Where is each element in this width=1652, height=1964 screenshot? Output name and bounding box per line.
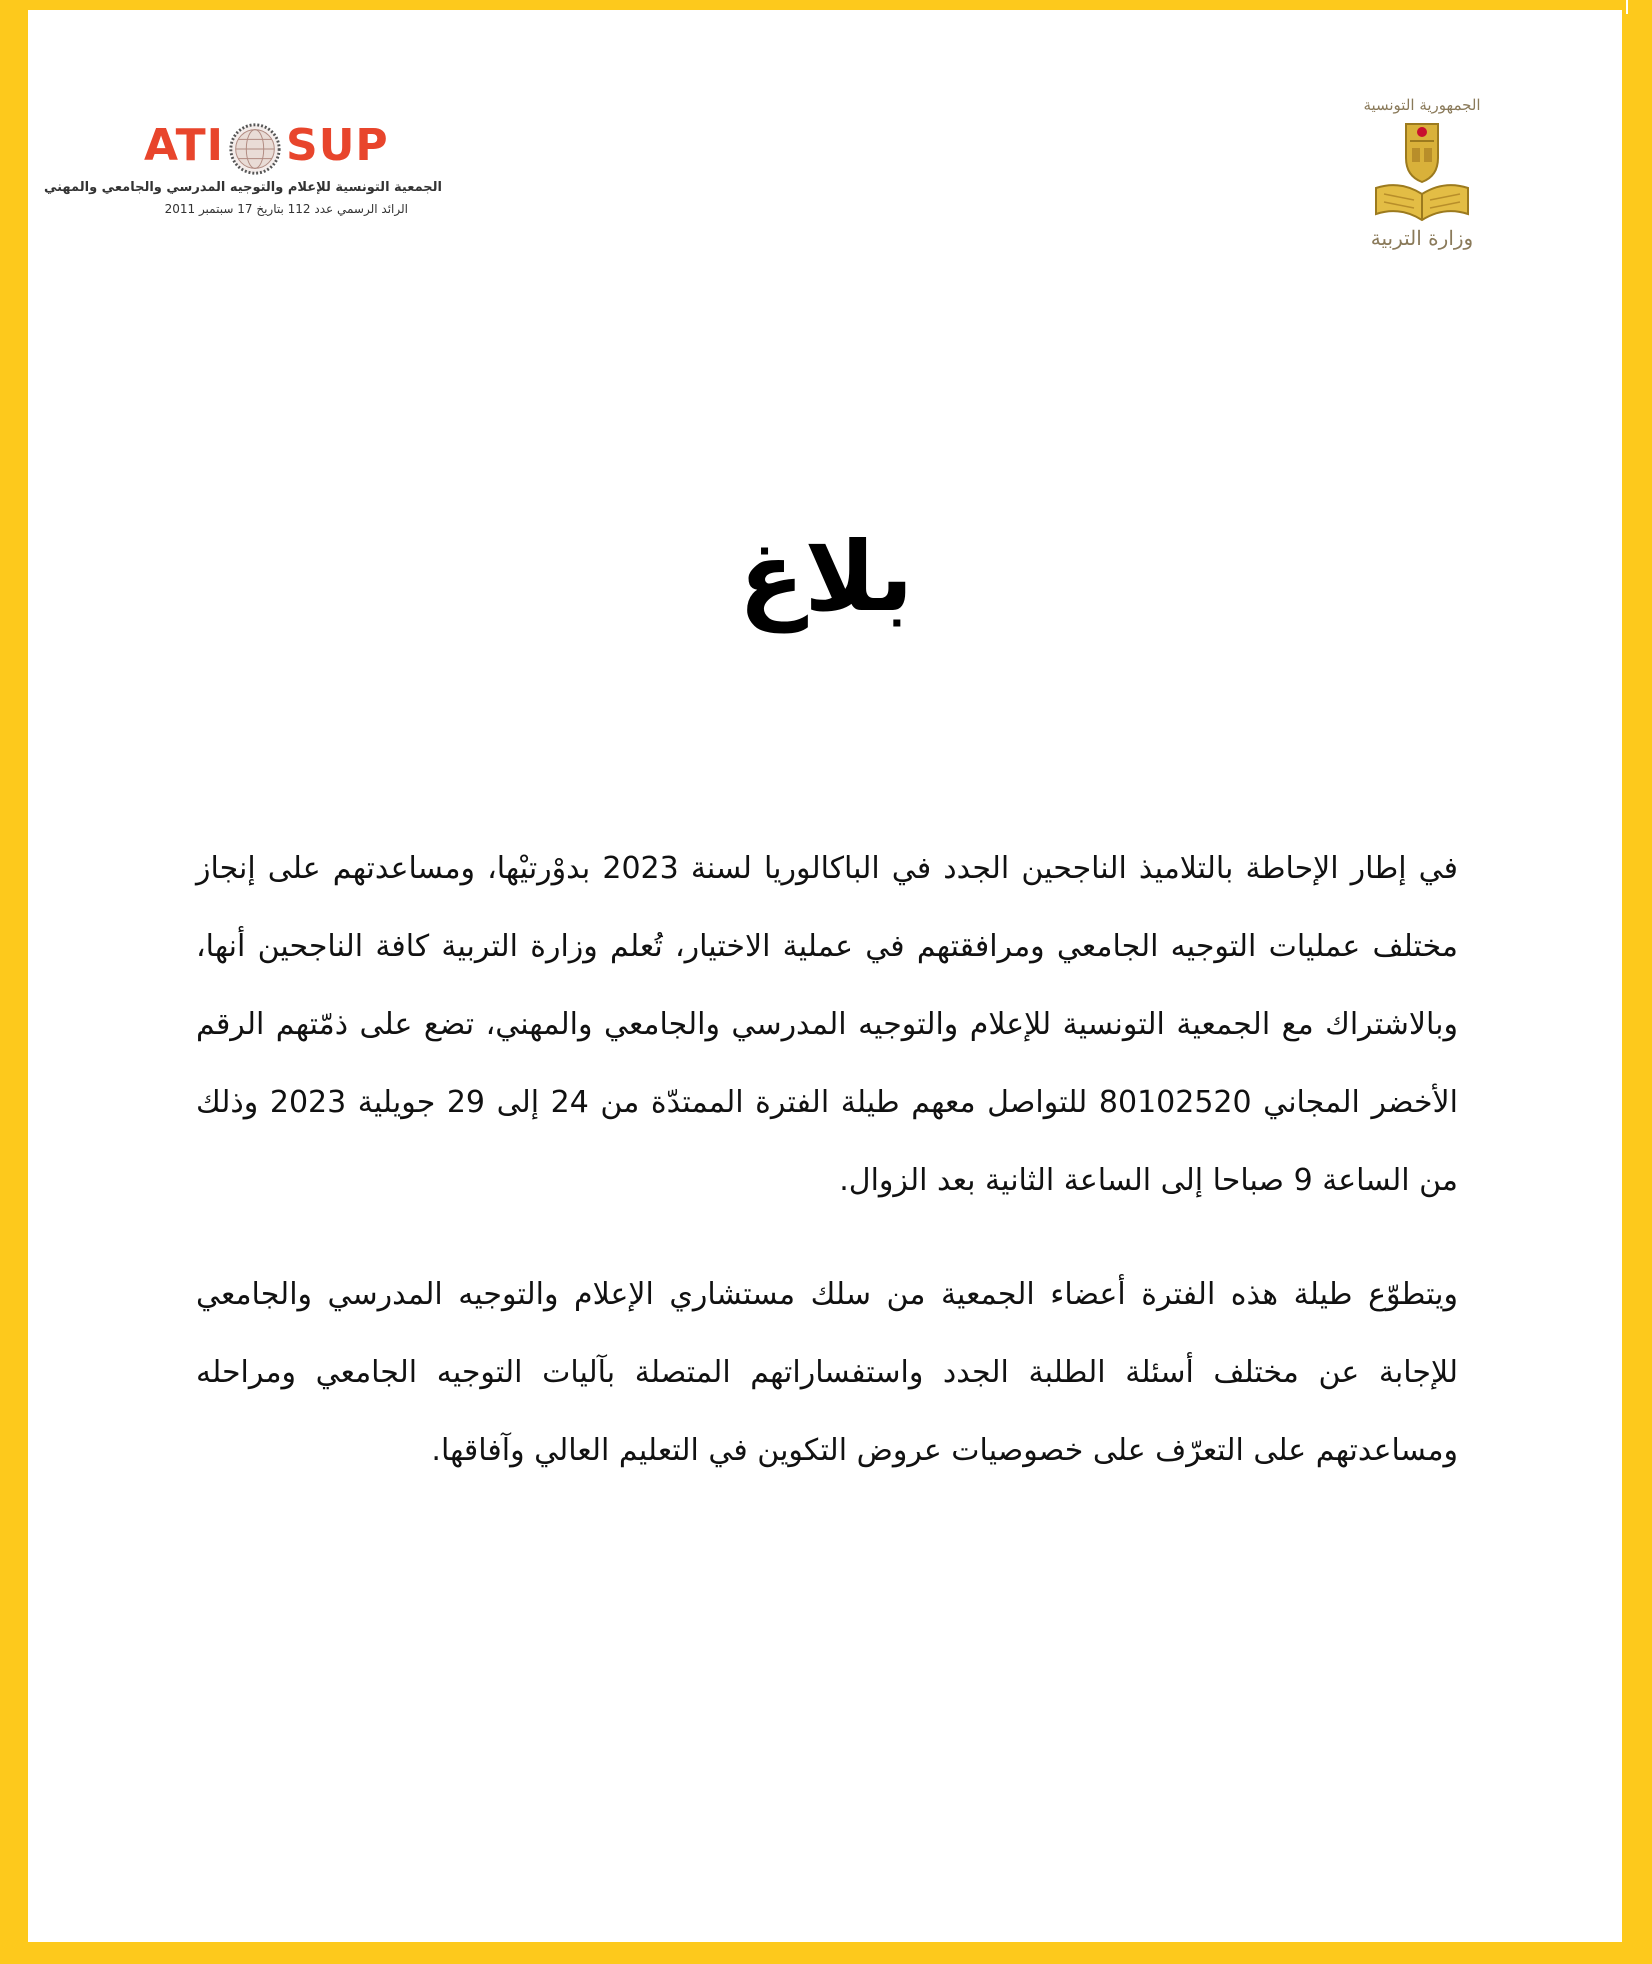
coat-of-arms-icon: [1366, 118, 1478, 226]
document-title: بلاغ: [738, 521, 914, 634]
body-paragraph-1: في إطار الإحاطة بالتلاميذ الناجحين الجدد في الباكالوريا لسنة 2023 بدوْرتيْها، ومساعدتهم على إنجاز مختلف عمليات التوجيه الجامعي ومرافقتهم في عملية الاختيار، تُعلم وزارة التربية كافة الناجحين أنها، وبالاشتراك مع الجمعية التونسية للإعلام والتوجيه المدرسي والجامعي والمهني، تضع على ذمّتهم الرقم الأخضر المجاني 80102520 للتواصل معهم طيلة الفترة الممتدّة من 24 إلى 29 جويلية 2023 وذلك من الساعة 9 صباحا إلى الساعة الثانية بعد الزوال.: [196, 851, 1459, 1198]
globe-icon: [226, 120, 284, 178]
frame-gap: [1626, 0, 1628, 14]
atisup-registration-line: الرائد الرسمي عدد 112 بتاريخ 17 سبتمبر 2011: [164, 202, 408, 216]
atisup-logo-word-left: ATI: [144, 120, 225, 171]
ministry-name-text: وزارة التربية: [1370, 226, 1474, 250]
body-paragraph-2: ويتطوّع طيلة هذه الفترة أعضاء الجمعية من سلك مستشاري الإعلام والتوجيه المدرسي والجامعي للإجابة عن مختلف أسئلة الطلبة الجدد واستفساراتهم المتصلة بآليات التوجيه الجامعي ومراحله ومساعدتهم على التعرّف على خصوصيات عروض التكوين في التعليم العالي وآفاقها.: [196, 1277, 1458, 1468]
atisup-logo: [43, 118, 454, 228]
ministry-logo: [1356, 96, 1488, 264]
atisup-logo-word-right: SUP: [286, 120, 389, 171]
atisup-association-name: الجمعية التونسية للإعلام والتوجيه المدرسي والجامعي والمهني: [43, 180, 442, 195]
ministry-republic-text: الجمهورية التونسية: [1363, 96, 1481, 114]
